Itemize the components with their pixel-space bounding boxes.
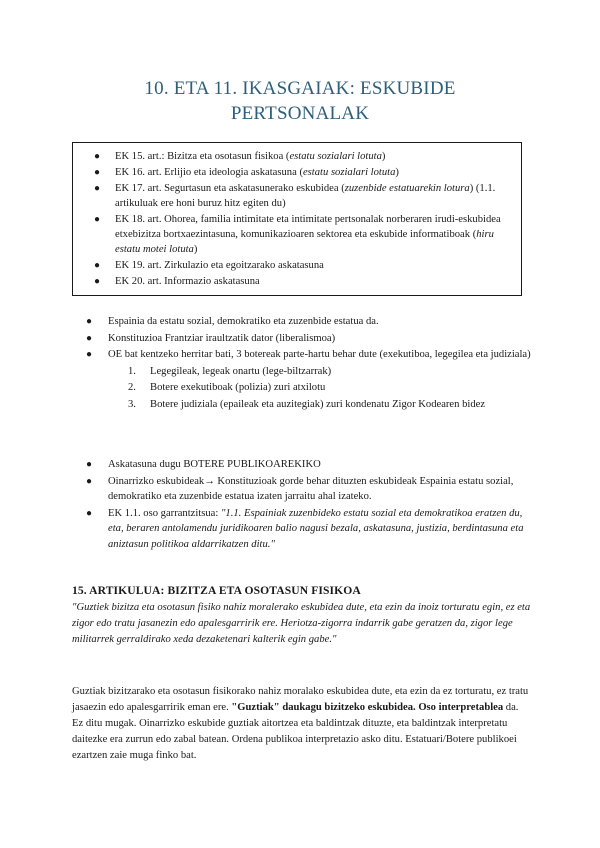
list-item: ● Askatasuna dugu BOTERE PUBLIKOAREKIKO [72, 457, 532, 473]
list-item: ● EK 15. art.: Bizitza eta osotasun fisikoa (estatu sozialari lotuta) [94, 151, 386, 162]
list-item: ● EK 16. art. Erlijio eta ideologia askatasuna (estatu sozialari lotuta) [94, 167, 399, 178]
numbered-item: 1. Legegileak, legeak onartu (lege-biltzarrak) [128, 365, 332, 377]
numbered-item: 2. Botere exekutiboak (polizia) zuri atxilotu [128, 382, 326, 393]
page-title [100, 76, 500, 126]
article-1-1-quote: "1.1. Espainiak zuzenbideko estatu sozial eta demokratikoa eratzen du, eta, beraren antolamendu juridikoaren balio nagusi bezala, askatasuna, justizia, berdintasuna eta aniztasun politikoa aldarrikatzen ditu." [108, 507, 524, 550]
list-item: ● EK 19. art. Zirkulazio eta egoitzarako askatasuna [94, 260, 324, 271]
list-item: ● EK 1.1. oso garrantzitsua: "1.1. Espainiak zuzenbideko estatu sozial eta demokratikoa eratzen du, eta, beraren antolamendu juridikoaren balio nagusi bezala, askatasuna, justizia, berdintasuna eta aniztasun politikoa aldarrikatzen ditu." [86, 507, 524, 550]
bullet-icon: ● [94, 276, 101, 287]
bullet-icon: ● [94, 183, 101, 194]
bullet-icon: ● [86, 332, 93, 344]
bullet-icon: ● [94, 260, 101, 271]
list-item: ● EK 17. art. Segurtasun eta askatasunerako eskubidea (zuzenbide estatuarekin lotura) (1.1. artikuluak ere honi buruz hitz egiten du) [94, 183, 496, 209]
bullet-icon: ● [86, 316, 93, 327]
bullet-icon: ● [86, 475, 93, 487]
article-15-quote: "Guztiek bizitza eta osotasun fisiko nahiz moralerako eskubidea dute, eta ezin da inoiz torturatu egin, ez eta zigor edo tratu jasanezin edo apalesgarririk ere. Heriotza-zigorra indarrik gabe geratzen da, zigor lege militarrek gerraldirako xeda dezaketenari kalterik egin gabe." [72, 602, 531, 645]
articles-summary-box [72, 142, 522, 296]
page-title-line-2: PERTSONALAK [230, 103, 370, 124]
list-item: ● Konstituzioa Frantziar iraultzatik dator (liberalismoa) [72, 331, 532, 347]
bullet-icon: ● [94, 214, 101, 225]
bullet-icon: ● [94, 167, 101, 178]
list-item: ● Espainia da estatu sozial, demokratiko eta zuzenbide estatua da. [72, 314, 532, 330]
main-list-1 [72, 314, 532, 413]
bullet-icon: ● [86, 507, 93, 519]
main-list-2 [72, 457, 532, 553]
bullet-icon: ● [86, 349, 93, 360]
bullet-icon: ● [86, 459, 93, 470]
list-item: ● EK 18. art. Ohorea, familia intimitate eta intimitate pertsonalak norberaren irudi-eskubidea etxebizitza bortxaezintasuna, komunikazioaren sektorea eta eskubide informatiboak (hiru estatu motei lotuta) [94, 214, 501, 255]
numbered-sublist [72, 364, 532, 413]
page-title-line-1: 10. ETA 11. IKASGAIAK: ESKUBIDE [144, 78, 456, 99]
numbered-item: 3. Botere judiziala (epaileak eta auzitegiak) zuri kondenatu Zigor Kodearen bidez [128, 398, 486, 410]
article-15-heading: 15. ARTIKULUA: BIZITZA ETA OSOTASUN FISIKOA [72, 584, 361, 597]
list-item: ● Oinarrizko eskubideak→ Konstituzioak gorde behar dituzten eskubideak Espainia estatu sozial, demokratiko eta zuzenbide estatua izaten jarraitu ahal izateko. [86, 475, 514, 502]
list-item: ● EK 20. art. Informazio askatasuna [94, 276, 260, 287]
article-15-paragraph: Guztiak bizitzarako eta osotasun fisikorako nahiz moralako eskubidea dute, eta ezin da ez torturatu, ez tratu jasaezin edo apalesgarririk eman ere. "Guztiak" daukagu bizitzeko eskubidea. Oso interpretablea da. Ez ditu mugak. Oinarrizko eskubide guztiak aitortzea eta baldintzak dituzte, eta baldintzak interpretatu daitezke era zurrun edo zabal batean. Ordena publikoa interpretazio asko ditu. Estatuari/Botere publikoei ezartzen zaie muga finko bat. [72, 686, 529, 761]
bold-emphasis: "Guztiak" daukagu bizitzeko eskubidea. Oso interpretablea [231, 702, 504, 713]
bullet-icon: ● [94, 151, 101, 162]
list-item: ● OE bat kentzeko herritar bati, 3 botereak parte-hartu behar dute (exekutiboa, legegilea eta judiziala) [72, 347, 532, 363]
articles-list [83, 149, 508, 290]
